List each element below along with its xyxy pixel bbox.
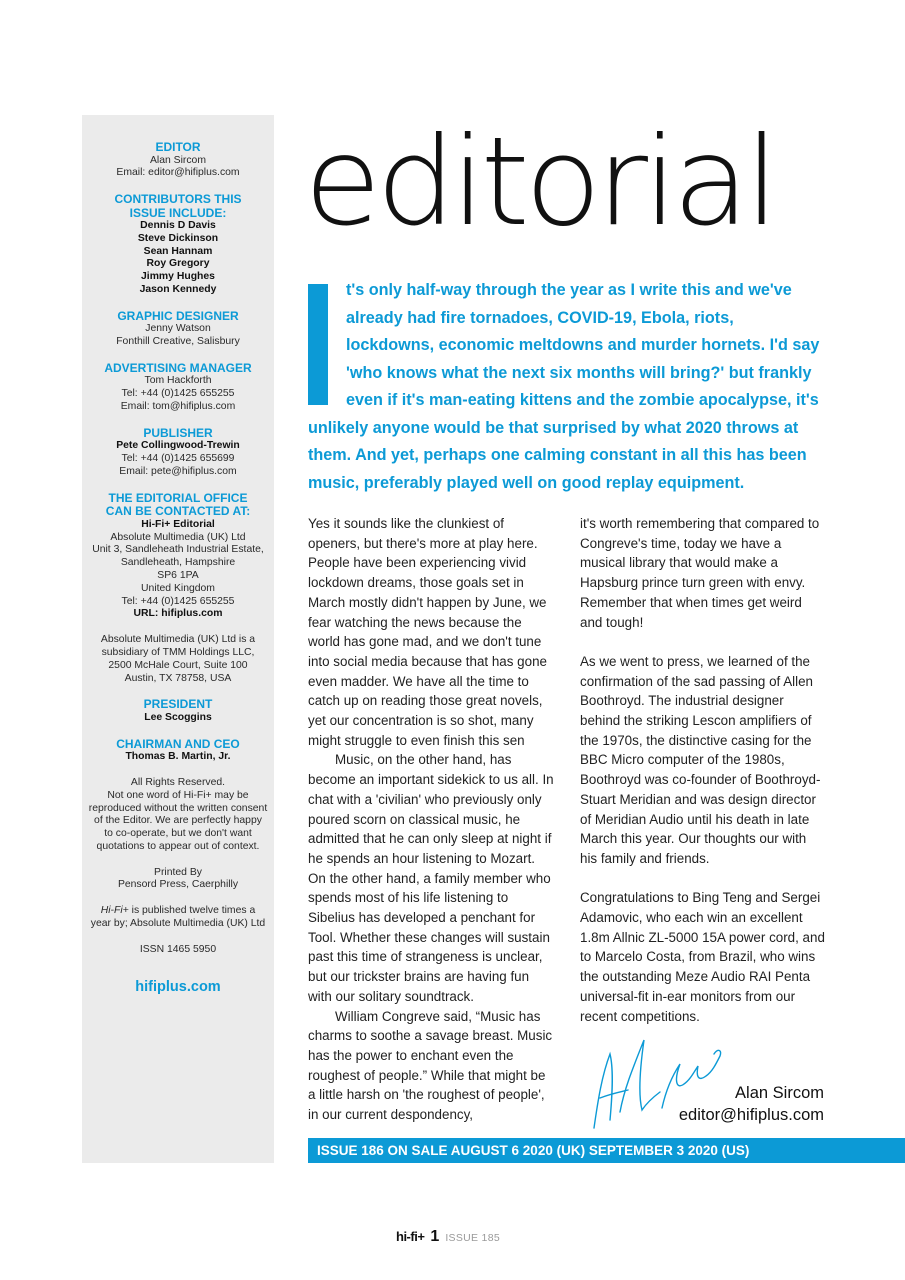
masthead-sidebar <box>82 115 274 1163</box>
contributor-name: Dennis D Davis <box>140 220 216 232</box>
advertising-section <box>82 362 274 414</box>
contributors-section <box>82 193 274 297</box>
published-line-1-rest: is published twelve times a <box>128 905 256 917</box>
advertising-tel: Tel: +44 (0)1425 655255 <box>121 388 235 400</box>
page-number: 1 <box>430 1228 440 1245</box>
rights-line: All Rights Reserved. <box>130 776 226 788</box>
subsidiary-line: Austin, TX 78758, USA <box>124 672 232 684</box>
rights-line: of the Editor. We are perfectly happy <box>94 815 262 827</box>
contributor-name: Roy Gregory <box>146 258 210 270</box>
subsidiary-section <box>82 634 274 685</box>
chairman-section <box>82 738 274 764</box>
signature-email[interactable]: editor@hifiplus.com <box>678 1106 824 1124</box>
advertising-name: Tom Hackforth <box>144 375 212 387</box>
chairman-name: Thomas B. Martin, Jr. <box>125 751 231 763</box>
body-paragraph: William Congreve said, “Music has charms to soothe a savage breast. Music has the power to enchant even the roughest of people.” While that might be a little harsh on 'the roughest of people', in our current despondency, <box>308 1008 553 1123</box>
subsidiary-line: Absolute Multimedia (UK) Ltd is a <box>100 634 256 646</box>
issue-banner: ISSUE 186 ON SALE AUGUST 6 2020 (UK) SEPTEMBER 3 2020 (US) <box>308 1138 905 1163</box>
publisher-section <box>82 427 274 479</box>
publication-name: Hi-Fi+ <box>100 905 129 917</box>
office-line: SP6 1PA <box>157 569 199 581</box>
editor-email[interactable]: Email: editor@hifiplus.com <box>116 167 240 179</box>
printer-line: Printed By <box>154 866 202 878</box>
published-line-2: year by; Absolute Multimedia (UK) Ltd <box>90 918 266 930</box>
office-line: Sandleheath, Hampshire <box>120 557 236 569</box>
issue-label: ISSUE 185 <box>445 1232 500 1244</box>
body-paragraph: Congratulations to Bing Teng and Sergei Adamovic, who each win an excellent 1.8m Allnic ZL-5000 15A power cord, and to Marcelo Costa, from Brazil, who wins the outstanding Meze Audio RAI Penta universal-fit in-ear monitors from our recent competitions. <box>580 890 825 1024</box>
editor-heading: EDITOR <box>155 140 201 154</box>
subsidiary-line: subsidiary of TMM Holdings LLC, <box>101 646 255 658</box>
rights-line: Not one word of Hi-Fi+ may be <box>107 789 249 801</box>
signature-block <box>580 1020 830 1135</box>
president-name: Lee Scoggins <box>144 711 212 723</box>
printer-line: Pensord Press, Caerphilly <box>117 879 239 891</box>
contributor-name: Steve Dickinson <box>137 232 219 244</box>
issn-section <box>82 944 274 957</box>
intro-paragraph <box>308 277 826 497</box>
printer-section <box>82 867 274 893</box>
rights-line: reproduced without the written consent <box>88 802 268 814</box>
body-paragraph: it's worth remembering that compared to Congreve's time, today we have a musical library that would make a Hapsburg prince turn green with envy. Remember that when times get weird and tough! <box>580 516 820 630</box>
contributors-heading: CONTRIBUTORS THIS ISSUE INCLUDE: <box>114 192 242 220</box>
office-url[interactable]: URL: hifiplus.com <box>133 608 223 620</box>
subsidiary-line: 2500 McHale Court, Suite 100 <box>108 659 248 671</box>
advertising-email[interactable]: Email: tom@hifiplus.com <box>120 401 236 413</box>
office-line: Tel: +44 (0)1425 655255 <box>121 595 235 607</box>
office-line: Absolute Multimedia (UK) Ltd <box>110 531 246 543</box>
body-column-right <box>580 514 826 1046</box>
office-line: Unit 3, Sandleheath Industrial Estate, <box>92 544 264 556</box>
designer-section <box>82 310 274 349</box>
publisher-name: Pete Collingwood-Trewin <box>116 440 240 452</box>
publisher-heading: PUBLISHER <box>143 425 213 440</box>
chairman-heading: CHAIRMAN AND CEO <box>116 736 240 751</box>
president-section <box>82 698 274 724</box>
advertising-heading: ADVERTISING MANAGER <box>104 360 252 375</box>
website-link[interactable]: hifiplus.com <box>135 978 221 995</box>
rights-line: quotations to appear out of context. <box>96 840 260 852</box>
body-paragraph: Music, on the other hand, has become an important sidekick to us all. In chat with a 'civilian' who previously only poured scorn on classical music, he admitted that he can only sleep at night if he spends an hour listening to Mozart. On the other hand, a family member who spends most of his life listening to Sibelius has developed a penchant for Tool. Whether these changes will sustain past this time of strangeness is unclear, but our trickster brains are having fun with our solitary soundtrack. <box>308 752 554 1004</box>
office-line: United Kingdom <box>141 582 215 594</box>
page-title: editorial <box>304 111 775 253</box>
contributor-name: Jimmy Hughes <box>141 271 215 283</box>
publisher-tel: Tel: +44 (0)1425 655699 <box>121 453 235 465</box>
editor-name: Alan Sircom <box>149 154 206 166</box>
rights-section <box>82 777 274 854</box>
editor-section <box>82 141 274 180</box>
published-section <box>82 905 274 931</box>
contributor-name: Jason Kennedy <box>139 284 217 296</box>
rights-line: to co-operate, but we don't want <box>104 828 252 840</box>
body-paragraph: Yes it sounds like the clunkiest of openers, but there's more at play here. People have been experiencing vivid lockdown dreams, those goals set in March mostly didn't happen by June, we fear watching the news because the world has gone mad, and we don't tune into social media because that has gone even madder. We have all the time to catch up on reading those great novels, yet our concentration is so shot, many might struggle to even finish this sen <box>308 516 547 748</box>
drop-cap-i <box>308 284 328 405</box>
page-footer <box>396 1228 500 1244</box>
published-line-1 <box>82 905 274 918</box>
designer-company: Fonthill Creative, Salisbury <box>116 336 240 348</box>
issn: ISSN 1465 5950 <box>139 943 217 955</box>
designer-heading: GRAPHIC DESIGNER <box>117 308 239 323</box>
contributor-name: Sean Hannam <box>143 245 213 257</box>
office-name: Hi-Fi+ Editorial <box>141 518 215 530</box>
office-section <box>82 492 274 621</box>
president-heading: PRESIDENT <box>143 697 213 712</box>
designer-name: Jenny Watson <box>145 323 211 335</box>
intro-text: t's only half-way through the year as I write this and we've already had fire tornadoes, COVID-19, Ebola, riots, lockdowns, economic meltdowns and murder hornets. I'd say 'who knows what the next six months will bring?' but frankly even if it's man-eating kittens and the zombie apocalypse, it's unlikely anyone would be that surprised by what 2020 throws at them. And yet, perhaps one calming constant in all this has been music, preferably played well on good replay equipment. <box>308 281 820 492</box>
body-paragraph: As we went to press, we learned of the confirmation of the sad passing of Allen Boothroyd. The industrial designer behind the striking Lescon amplifiers of the 1970s, the distinctive casing for the BBC Micro computer of the 1980s, Boothroyd was co-founder of Boothroyd-Stuart Meridian and was design director of Meridian Audio until his death in late March this year. Our thoughts our with his family and friends. <box>580 653 821 866</box>
signature-name: Alan Sircom <box>735 1084 824 1102</box>
hifi-logo: hi-fi+ <box>396 1229 425 1244</box>
body-column-left <box>308 514 554 1125</box>
office-heading: THE EDITORIAL OFFICE CAN BE CONTACTED AT: <box>105 490 251 519</box>
publisher-email[interactable]: Email: pete@hifiplus.com <box>119 465 237 477</box>
